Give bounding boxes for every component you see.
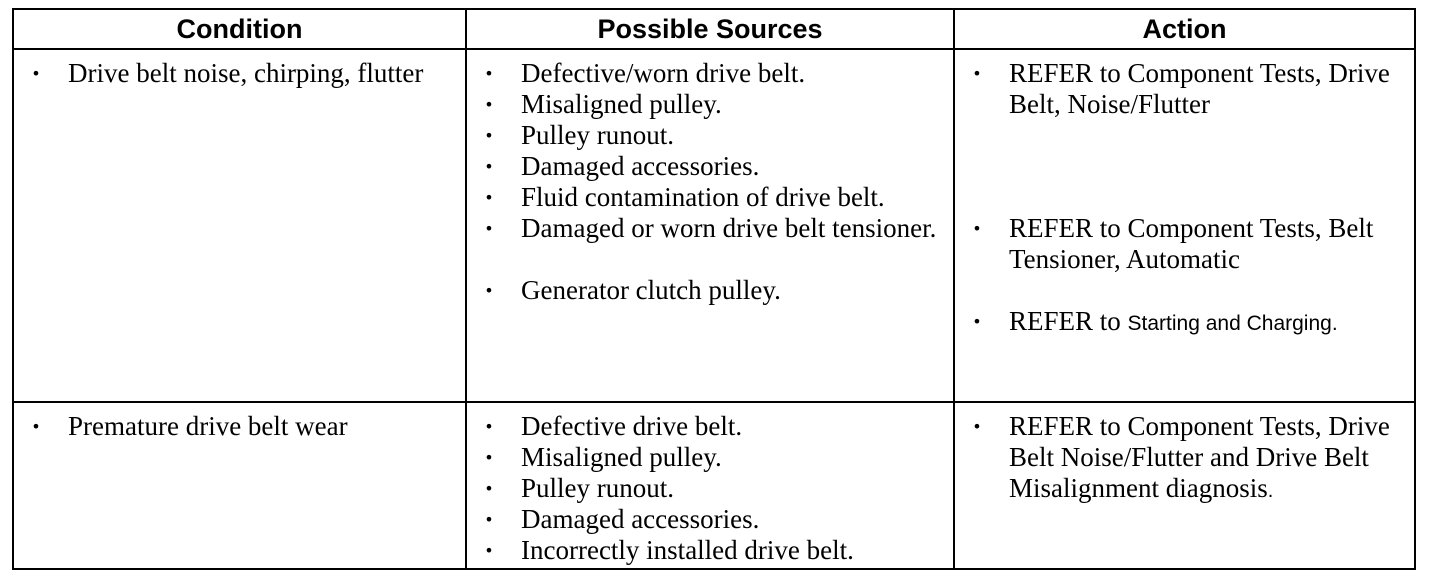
list-item [955,411,1414,507]
list-item [14,58,465,89]
condition-cell [13,49,466,402]
header-possible-sources: Possible Sources [466,9,954,49]
action-text: REFER to Component Tests, Drive Belt Noise/Flutter and Drive Belt Misalignment diagnosis [1009,411,1390,503]
list-item [467,473,953,504]
bullet-icon: • [972,219,982,238]
list-item [467,442,953,473]
table-row [13,402,1415,569]
bullet-icon: • [484,417,494,436]
bullet-icon: • [31,64,41,83]
source-text: Misaligned pulley. [521,89,722,119]
header-action: Action [954,9,1415,49]
bullet-icon: • [484,157,494,176]
bullet-icon: • [484,510,494,529]
list-item [467,213,953,244]
list-item [467,535,953,566]
condition-text: Premature drive belt wear [68,411,348,441]
source-text: Damaged accessories. [521,504,760,534]
list-item [467,58,953,89]
list-item [467,151,953,182]
bullet-icon: • [484,448,494,467]
bullet-icon: • [972,417,982,436]
action-text-end: . [1267,480,1274,502]
bullet-icon: • [484,126,494,145]
bullet-icon: • [484,281,494,300]
source-text: Pulley runout. [521,120,674,150]
list-item [14,411,465,442]
list-item [467,120,953,151]
source-text: Incorrectly installed drive belt. [521,535,854,565]
action-text: REFER to Component Tests, Belt Tensioner, Automatic [1009,213,1374,274]
source-text: Misaligned pulley. [521,442,722,472]
condition-cell [13,402,466,569]
bullet-icon: • [484,219,494,238]
bullet-icon: • [484,188,494,207]
bullet-icon: • [484,95,494,114]
action-text: REFER to Component Tests, Drive Belt, Noise/Flutter [1009,58,1390,119]
bullet-icon: • [972,312,982,331]
list-item [467,89,953,120]
action-text-link: Starting and Charging. [1127,312,1338,335]
sources-cell [466,402,954,569]
sources-cell [466,49,954,402]
list-item [467,411,953,442]
source-text: Defective/worn drive belt. [521,58,806,88]
bullet-icon: • [484,541,494,560]
list-item [467,504,953,535]
source-text: Defective drive belt. [521,411,743,441]
list-item [467,182,953,213]
list-item [955,58,1414,120]
diagnosis-table [12,8,1416,570]
source-text: Damaged or worn drive belt tensioner. [521,213,937,243]
condition-text: Drive belt noise, chirping, flutter [68,58,424,88]
bullet-icon: • [484,64,494,83]
source-text: Fluid contamination of drive belt. [521,182,885,212]
bullet-icon: • [972,64,982,83]
action-cell [954,49,1415,402]
action-cell [954,402,1415,569]
source-text: Damaged accessories. [521,151,760,181]
list-item [955,213,1414,275]
table-row [13,49,1415,402]
list-item [955,306,1414,339]
bullet-icon: • [31,417,41,436]
list-item [467,275,953,306]
header-row [13,9,1415,49]
source-text: Generator clutch pulley. [521,275,781,305]
source-text: Pulley runout. [521,473,674,503]
bullet-icon: • [484,479,494,498]
action-text: REFER to [1009,306,1121,336]
header-condition: Condition [13,9,466,49]
